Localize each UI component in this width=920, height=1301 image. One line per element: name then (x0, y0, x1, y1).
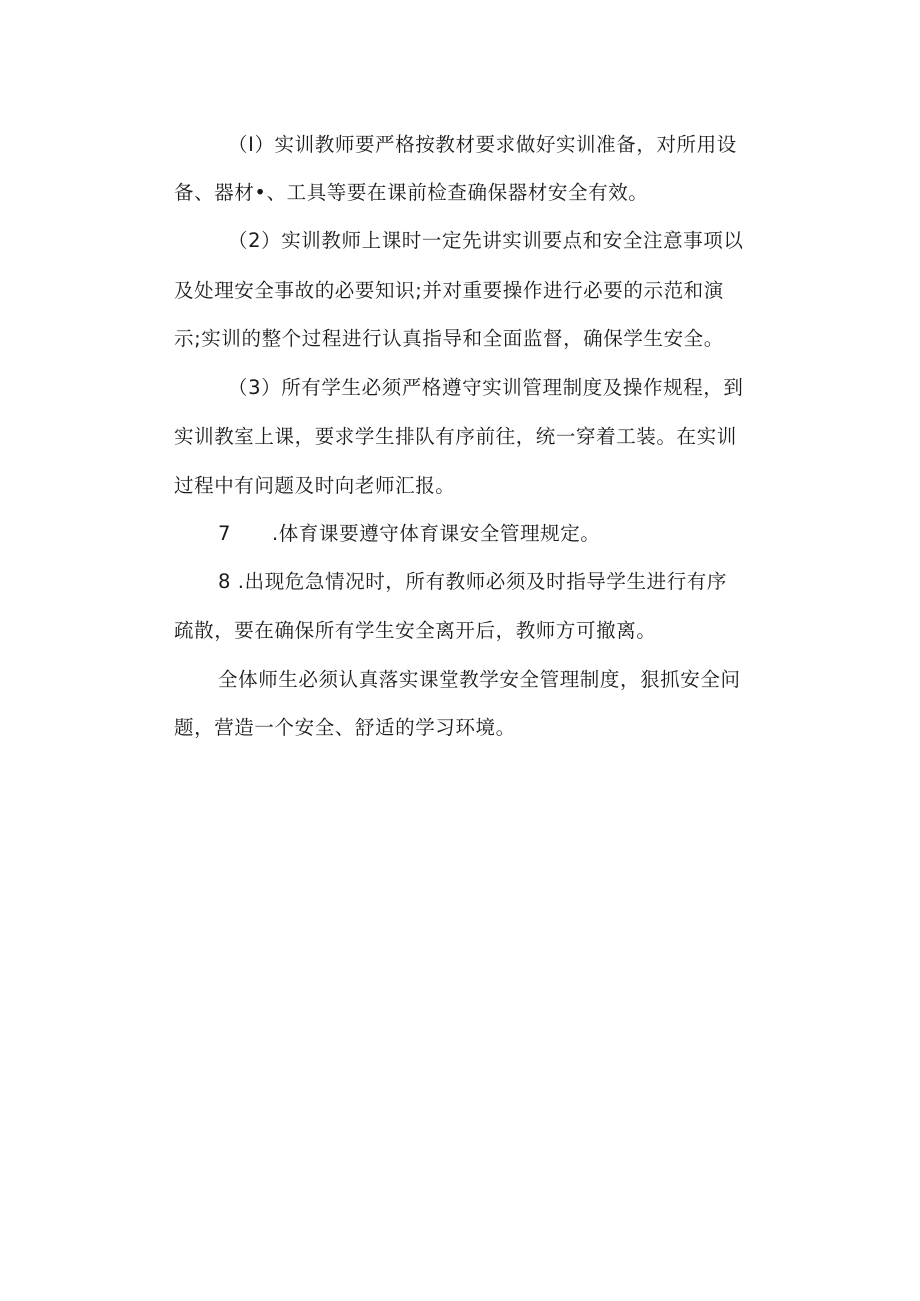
paragraph-3-line-1: （3）所有学生必须严格遵守实训管理制度及操作规程，到 (228, 376, 744, 399)
paragraph-2-line-1: （2）实训教师上课时一定先讲实训要点和安全注意事项以 (228, 229, 744, 252)
item-8-line-2: 疏散，要在确保所有学生安全离开后，教师方可撤离。 (174, 619, 657, 642)
closing-line-2: 题，营造一个安全、舒适的学习环境。 (174, 716, 516, 739)
item-8-line-1: 8 .出现危急情况时，所有教师必须及时指导学生进行有序 (218, 570, 728, 593)
paragraph-3-line-2: 实训教室上课，要求学生排队有序前往，统一穿着工装。在实训 (174, 425, 737, 448)
paragraph-1-line-1: （I）实训教师要严格按教材要求做好实训准备，对所用设 (228, 133, 737, 156)
paragraph-1-line-2: 备、器材•、工具等要在课前检查确保器材安全有效。 (174, 181, 649, 204)
item-7-number: 7 (218, 522, 232, 545)
closing-line-1: 全体师生必须认真落实课堂教学安全管理制度，狠抓安全问 (218, 668, 741, 691)
item-7-text: .体育课要遵守体育课安全管理规定。 (272, 522, 601, 545)
paragraph-2-line-3: 示;实训的整个过程进行认真指导和全面监督，确保学生安全。 (174, 327, 724, 350)
paragraph-3-line-3: 过程中有问题及时向老师汇报。 (174, 474, 456, 497)
paragraph-2-line-2: 及处理安全事故的必要知识;并对重要操作进行必要的示范和演 (174, 279, 724, 302)
